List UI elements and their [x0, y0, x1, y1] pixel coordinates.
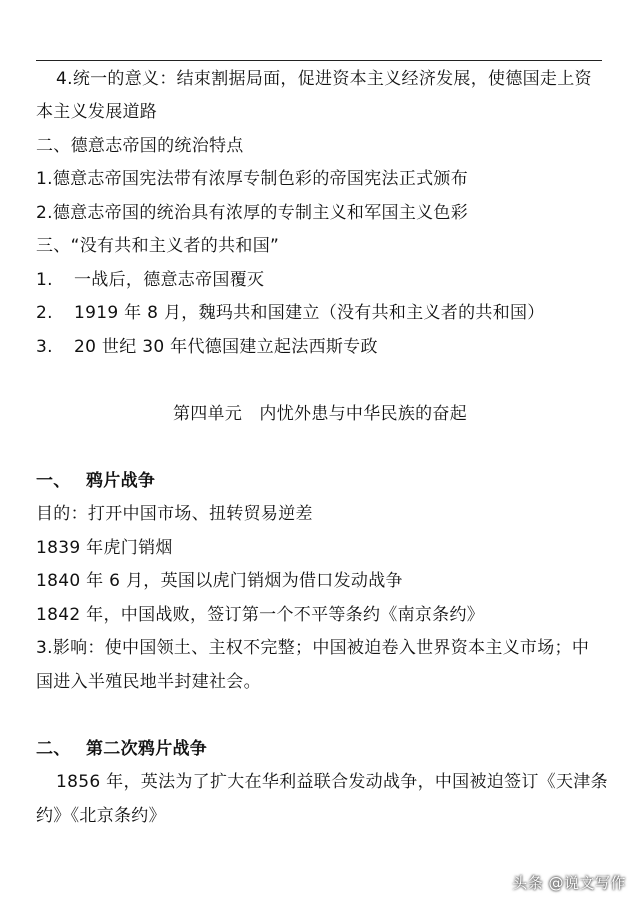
list-text: 一战后，德意志帝国覆灭: [74, 270, 265, 290]
text-line: 1840 年 6 月，英国以虎门销烟为借口发动战争: [36, 571, 403, 591]
text-line: 约》《北京条约》: [36, 806, 166, 826]
section-heading: [36, 470, 155, 492]
text-line: 本主义发展道路: [36, 102, 158, 122]
text-line: 2.德意志帝国的统治具有浓厚的专制主义和军国主义色彩: [36, 203, 469, 223]
list-item: [36, 336, 378, 358]
text-line: 1.德意志帝国宪法带有浓厚专制色彩的帝国宪法正式颁布: [36, 169, 469, 189]
top-rule: [36, 60, 602, 61]
text-line: 1839 年虎门销烟: [36, 538, 173, 558]
text-line: 1856 年，英法为了扩大在华利益联合发动战争，中国被迫签订《天津条: [56, 772, 608, 792]
text-line: 1842 年，中国战败，签订第一个不平等条约《南京条约》: [36, 605, 485, 625]
unit-title: 第四单元 内忧外患与中华民族的奋起: [172, 404, 468, 424]
list-number: 1.: [36, 270, 53, 290]
section-heading: 三、“没有共和主义者的共和国”: [36, 236, 280, 256]
text-line: 4.统一的意义：结束割据局面，促进资本主义经济发展，使德国走上资: [56, 69, 592, 89]
list-item: [36, 269, 264, 291]
list-number: 3.: [36, 337, 53, 357]
list-text: 1919 年 8 月，魏玛共和国建立（没有共和主义者的共和国）: [74, 303, 545, 323]
text-line: 目的：打开中国市场、扭转贸易逆差: [36, 504, 313, 524]
section-title: 第二次鸦片战争: [86, 739, 208, 759]
list-item: [36, 302, 545, 324]
section-title: 鸦片战争: [86, 471, 156, 491]
section-number: 一、: [36, 471, 71, 491]
section-number: 二、: [36, 739, 71, 759]
list-number: 2.: [36, 303, 53, 323]
text-line: 3.影响：使中国领土、主权不完整；中国被迫卷入世界资本主义市场；中: [36, 638, 590, 658]
watermark: 头条 @说文写作: [512, 874, 626, 892]
section-heading: 二、德意志帝国的统治特点: [36, 136, 244, 156]
text-line: 国进入半殖民地半封建社会。: [36, 672, 261, 692]
list-text: 20 世纪 30 年代德国建立起法西斯专政: [74, 337, 378, 357]
section-heading: [36, 738, 207, 760]
